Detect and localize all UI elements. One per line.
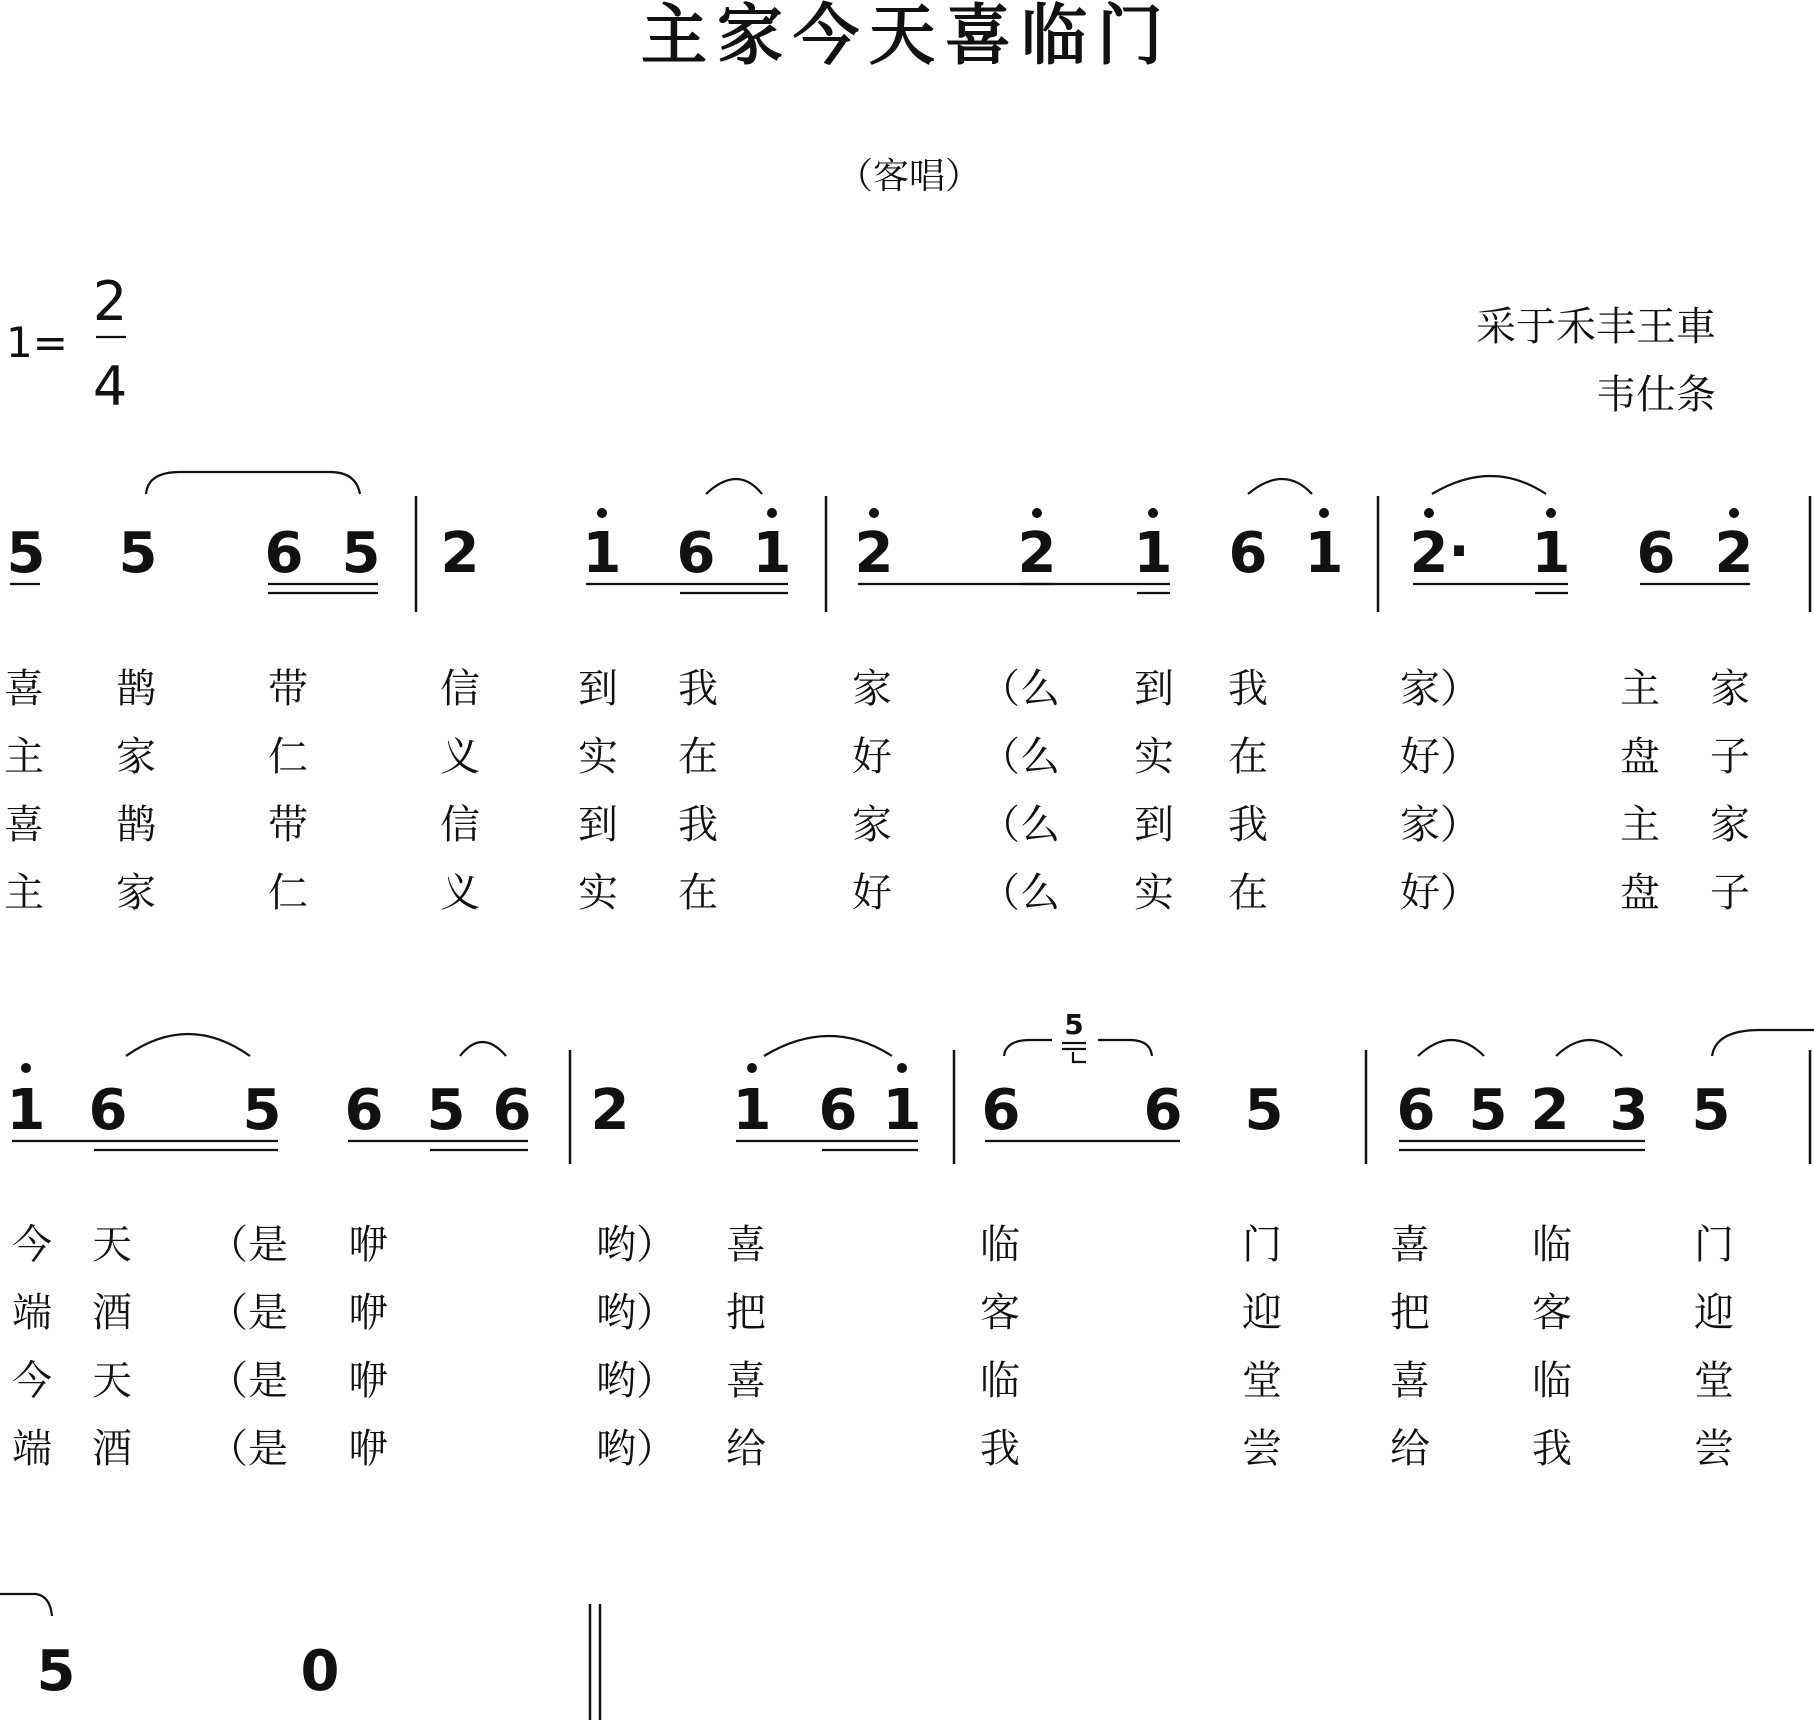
slur xyxy=(706,479,762,494)
slur xyxy=(460,1042,506,1056)
lyric-syllable: 在 xyxy=(678,870,718,916)
system-1-lyrics xyxy=(4,666,1750,916)
lyric-syllable: 咿 xyxy=(348,1222,388,1268)
note: 1 xyxy=(1133,521,1173,586)
lyric-syllable: 今 xyxy=(12,1358,52,1404)
lyric-syllable: 家 xyxy=(852,666,892,712)
lyric-syllable: 主 xyxy=(1620,802,1660,848)
final-double-barline xyxy=(590,1604,600,1720)
lyric-syllable: 把 xyxy=(726,1290,766,1336)
lyric-syllable: 咿 xyxy=(348,1358,388,1404)
lyric-syllable: 我 xyxy=(980,1426,1020,1472)
octave-dot-high xyxy=(21,1063,31,1073)
lyric-syllable: 迎 xyxy=(1242,1290,1282,1336)
octave-dot-high xyxy=(1729,508,1739,518)
lyric-syllable: 在 xyxy=(1228,870,1268,916)
lyric-syllable: 家 xyxy=(1710,802,1750,848)
lyric-syllable: 到 xyxy=(578,802,618,848)
system-1-octave-dots xyxy=(597,508,1739,518)
lyric-syllable: 盘 xyxy=(1620,734,1660,780)
note: 2 xyxy=(1530,1078,1570,1143)
slur xyxy=(1556,1040,1622,1056)
lyric-syllable: 给 xyxy=(1390,1426,1430,1472)
lyric-syllable: 端 xyxy=(12,1290,52,1336)
octave-dot-high xyxy=(1032,508,1042,518)
lyric-syllable: 我 xyxy=(678,802,718,848)
lyric-syllable: 哟） xyxy=(596,1426,676,1472)
slur xyxy=(1248,479,1312,494)
lyric-syllable: （么 xyxy=(980,870,1060,916)
system-2-notes xyxy=(7,1008,1731,1143)
octave-dot-high xyxy=(869,508,879,518)
lyric-syllable: 迎 xyxy=(1694,1290,1734,1336)
lyric-syllable: 哟） xyxy=(596,1222,676,1268)
lyric-syllable: 盘 xyxy=(1620,870,1660,916)
subtitle: （客唱） xyxy=(836,156,982,197)
note: 6 xyxy=(264,521,304,586)
lyric-syllable: 我 xyxy=(1228,666,1268,712)
song-title: 主家今天喜临门 xyxy=(641,0,1173,74)
lyric-syllable: 主 xyxy=(4,734,44,780)
lyric-syllable: 家 xyxy=(116,870,156,916)
lyric-syllable: 天 xyxy=(92,1358,132,1404)
system-1-slurs xyxy=(146,472,1546,494)
lyric-syllable: 临 xyxy=(1532,1358,1572,1404)
lyric-verse-1 xyxy=(12,1222,1734,1268)
lyric-syllable: （是 xyxy=(208,1426,288,1472)
lyric-syllable: 客 xyxy=(980,1290,1020,1336)
lyric-syllable: 到 xyxy=(1134,802,1174,848)
lyric-syllable: 咿 xyxy=(348,1290,388,1336)
system-1-barlines xyxy=(416,496,1810,612)
lyric-syllable: 实 xyxy=(1134,734,1174,780)
octave-dot-high xyxy=(897,1063,907,1073)
note: 5 xyxy=(341,521,381,586)
octave-dot-high xyxy=(1319,508,1329,518)
lyric-syllable: 门 xyxy=(1242,1222,1282,1268)
note: 6 xyxy=(1228,521,1268,586)
octave-dot-high xyxy=(597,508,607,518)
lyric-syllable: 酒 xyxy=(92,1426,132,1472)
lyric-syllable: 今 xyxy=(12,1222,52,1268)
slur-continuation xyxy=(0,1594,52,1616)
grace-note: 5 xyxy=(1064,1008,1084,1041)
lyric-syllable: 天 xyxy=(92,1222,132,1268)
lyric-syllable: 喜 xyxy=(1390,1358,1430,1404)
note: 1 xyxy=(6,1078,46,1143)
lyric-syllable: 门 xyxy=(1694,1222,1734,1268)
octave-dot-high xyxy=(767,508,777,518)
note: 5 xyxy=(118,521,158,586)
time-signature-numerator: 2 xyxy=(92,270,128,333)
slur xyxy=(1098,1040,1152,1056)
lyric-syllable: 到 xyxy=(578,666,618,712)
lyric-syllable: 临 xyxy=(980,1358,1020,1404)
time-signature-denominator: 4 xyxy=(92,355,128,418)
lyric-syllable: 我 xyxy=(678,666,718,712)
note: 5 xyxy=(426,1078,466,1143)
slur xyxy=(1432,476,1546,494)
note: 2 xyxy=(590,1078,630,1143)
note: 5 xyxy=(1468,1078,1508,1143)
lyric-verse-4 xyxy=(4,870,1750,916)
lyric-syllable: 家） xyxy=(1400,666,1480,712)
lyric-syllable: 在 xyxy=(1228,734,1268,780)
note: 6 xyxy=(1396,1078,1436,1143)
system-3-notes xyxy=(37,1639,340,1704)
lyric-syllable: 我 xyxy=(1228,802,1268,848)
lyric-syllable: 临 xyxy=(1532,1222,1572,1268)
grace-note-hook xyxy=(1073,1052,1086,1062)
lyric-syllable: 酒 xyxy=(92,1290,132,1336)
note: 5 xyxy=(36,1639,76,1704)
lyric-syllable: 把 xyxy=(1390,1290,1430,1336)
lyric-syllable: 信 xyxy=(440,802,480,848)
lyric-syllable: 端 xyxy=(12,1426,52,1472)
system-2-octave-dots xyxy=(21,1063,907,1073)
note: 2 xyxy=(1714,521,1754,586)
lyric-syllable: 堂 xyxy=(1242,1358,1282,1404)
system-2-slurs xyxy=(126,1030,1814,1062)
lyric-syllable: 好 xyxy=(852,734,892,780)
system-2-lyrics xyxy=(12,1222,1734,1472)
note: 5 xyxy=(1691,1078,1731,1143)
note: 6 xyxy=(88,1078,128,1143)
lyric-syllable: 主 xyxy=(1620,666,1660,712)
note: 1 xyxy=(752,521,792,586)
note: 2 xyxy=(1409,521,1449,586)
lyric-syllable: 好 xyxy=(852,870,892,916)
lyric-syllable: 喜 xyxy=(726,1222,766,1268)
note: 6 xyxy=(344,1078,384,1143)
lyric-syllable: 好） xyxy=(1400,734,1480,780)
lyric-syllable: 客 xyxy=(1532,1290,1572,1336)
note: 6 xyxy=(818,1078,858,1143)
lyric-syllable: 仁 xyxy=(268,870,308,916)
lyric-syllable: 带 xyxy=(268,802,308,848)
lyric-syllable: 给 xyxy=(726,1426,766,1472)
credit-source: 采于禾丰王車 xyxy=(1476,304,1716,350)
note: 3 xyxy=(1609,1078,1649,1143)
lyric-syllable: 带 xyxy=(268,666,308,712)
note: 2 xyxy=(1017,521,1057,586)
lyric-syllable: 咿 xyxy=(348,1426,388,1472)
octave-dot-high xyxy=(1424,508,1434,518)
lyric-syllable: 哟） xyxy=(596,1358,676,1404)
note: 2 xyxy=(854,521,894,586)
lyric-syllable: （么 xyxy=(980,666,1060,712)
slur xyxy=(764,1036,892,1056)
note: 1 xyxy=(882,1078,922,1143)
lyric-verse-1 xyxy=(4,666,1750,712)
lyric-syllable: 喜 xyxy=(1390,1222,1430,1268)
note: 1 xyxy=(732,1078,772,1143)
lyric-syllable: （么 xyxy=(980,802,1060,848)
lyric-syllable: 子 xyxy=(1710,870,1750,916)
key-signature: 1= xyxy=(6,318,68,367)
lyric-syllable: 实 xyxy=(578,734,618,780)
note: 6 xyxy=(1636,521,1676,586)
lyric-verse-2 xyxy=(12,1290,1734,1336)
lyric-syllable: 仁 xyxy=(268,734,308,780)
octave-dot-high xyxy=(747,1063,757,1073)
lyric-syllable: 喜 xyxy=(726,1358,766,1404)
lyric-syllable: 在 xyxy=(678,734,718,780)
octave-dot-high xyxy=(1546,508,1556,518)
slur xyxy=(1004,1040,1052,1056)
lyric-syllable: 喜 xyxy=(4,802,44,848)
note: 5 xyxy=(6,521,46,586)
lyric-syllable: 实 xyxy=(578,870,618,916)
lyric-syllable: 义 xyxy=(440,734,480,780)
note: 5 xyxy=(242,1078,282,1143)
lyric-syllable: 实 xyxy=(1134,870,1174,916)
lyric-syllable: 哟） xyxy=(596,1290,676,1336)
lyric-syllable: （是 xyxy=(208,1222,288,1268)
lyric-verse-3 xyxy=(4,802,1750,848)
lyric-verse-4 xyxy=(12,1426,1734,1472)
lyric-verse-3 xyxy=(12,1358,1734,1404)
slur xyxy=(1418,1040,1484,1056)
lyric-syllable: 鹊 xyxy=(116,802,156,848)
lyric-syllable: 喜 xyxy=(4,666,44,712)
note: 1 xyxy=(1304,521,1344,586)
lyric-syllable: （是 xyxy=(208,1358,288,1404)
lyric-syllable: 家） xyxy=(1400,802,1480,848)
system-1-notes xyxy=(7,519,1754,586)
lyric-syllable: 鹊 xyxy=(116,666,156,712)
lyric-verse-2 xyxy=(4,734,1750,780)
note: 1 xyxy=(1531,521,1571,586)
lyric-syllable: 子 xyxy=(1710,734,1750,780)
augmentation-dot: · xyxy=(1448,519,1470,584)
lyric-syllable: 家 xyxy=(1710,666,1750,712)
note: 2 xyxy=(440,521,480,586)
note: 1 xyxy=(582,521,622,586)
lyric-syllable: 到 xyxy=(1134,666,1174,712)
lyric-syllable: 家 xyxy=(116,734,156,780)
lyric-syllable: 信 xyxy=(440,666,480,712)
lyric-syllable: 尝 xyxy=(1694,1426,1734,1472)
note: 6 xyxy=(981,1078,1021,1143)
lyric-syllable: 主 xyxy=(4,870,44,916)
lyric-syllable: 义 xyxy=(440,870,480,916)
rest: 0 xyxy=(300,1639,340,1704)
note: 6 xyxy=(1143,1078,1183,1143)
lyric-syllable: 我 xyxy=(1532,1426,1572,1472)
lyric-syllable: 家 xyxy=(852,802,892,848)
note: 6 xyxy=(676,521,716,586)
lyric-syllable: 堂 xyxy=(1694,1358,1734,1404)
credit-author: 韦仕条 xyxy=(1596,372,1716,418)
slur xyxy=(1712,1030,1814,1056)
slur xyxy=(126,1034,250,1056)
note: 5 xyxy=(1244,1078,1284,1143)
lyric-syllable: 好） xyxy=(1400,870,1480,916)
octave-dot-high xyxy=(1148,508,1158,518)
note: 6 xyxy=(492,1078,532,1143)
slur xyxy=(146,472,360,494)
lyric-syllable: （是 xyxy=(208,1290,288,1336)
lyric-syllable: （么 xyxy=(980,734,1060,780)
lyric-syllable: 尝 xyxy=(1242,1426,1282,1472)
lyric-syllable: 临 xyxy=(980,1222,1020,1268)
